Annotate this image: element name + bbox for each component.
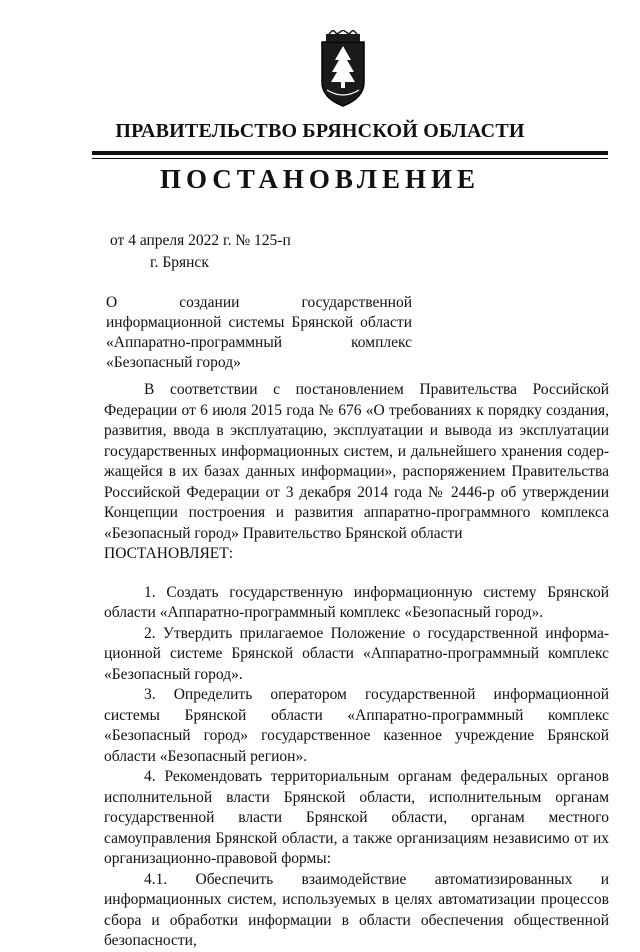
document-subject: О создании государственной информационной системы Брянской области «Аппаратно-программный комплекс «Безопасный город» xyxy=(106,294,412,371)
government-name: ПРАВИТЕЛЬСТВО БРЯНСКОЙ ОБЛАСТИ xyxy=(115,120,525,142)
preamble-paragraph: В соответствии с постановлением Правительства Российской Федерации от 6 июля 2015 года № 676 «О требованиях к порядку создания, развития, ввода в эксплуатацию, эксплуатации и вывода из эксплуатации государственных информационных систем, и дальнейшего хранения содержащейся в их базах данных информации», распоряжением Правительства Российской Федерации от 3 декабря 2014 года № 2446-р об утверждении Концепции построения и развития аппаратно-программного комплекса «Безопасный город» Правительство Брянской области xyxy=(104,381,609,542)
list-item: 4. Рекомендовать территориальным органам федеральных органов исполнительной власти Брянской области, исполнительным органам государственной власти Брянской области, органам местного самоуправления Брянской области, а также организациям независимо от их организационно-правовой формы: xyxy=(104,768,609,867)
resolves-heading: ПОСТАНОВЛЯЕТ: xyxy=(104,545,234,562)
coat-of-arms-icon xyxy=(317,30,369,108)
list-item: 2. Утвердить прилагаемое Положение о государственной информационной системе Брянской области «Аппаратно-программный комплекс «Безопасный город». xyxy=(104,624,609,683)
document-city: г. Брянск xyxy=(150,254,209,271)
document-body xyxy=(104,380,609,952)
list-item: 4.1. Обеспечить взаимодействие автоматизированных и информационных систем, используемых в целях автоматизации процессов сбора и обработки информации в области обеспечения общественной безопасности, xyxy=(104,870,609,949)
document-type: ПОСТАНОВЛЕНИЕ xyxy=(159,164,481,194)
list-item: 1. Создать государственную информационную систему Брянской области «Аппаратно-программный комплекс «Безопасный город». xyxy=(104,583,609,621)
header-rule-thick xyxy=(92,151,608,155)
list-item: 3. Определить оператором государственной информационной системы Брянской области «Аппаратно-программный комплекс «Безопасный город» государственное казенное учреждение Брянской области «Безопасный регион». xyxy=(104,686,609,765)
document-date-number: от 4 апреля 2022 г. № 125-п xyxy=(110,232,291,249)
header-rule-thin xyxy=(92,158,608,159)
